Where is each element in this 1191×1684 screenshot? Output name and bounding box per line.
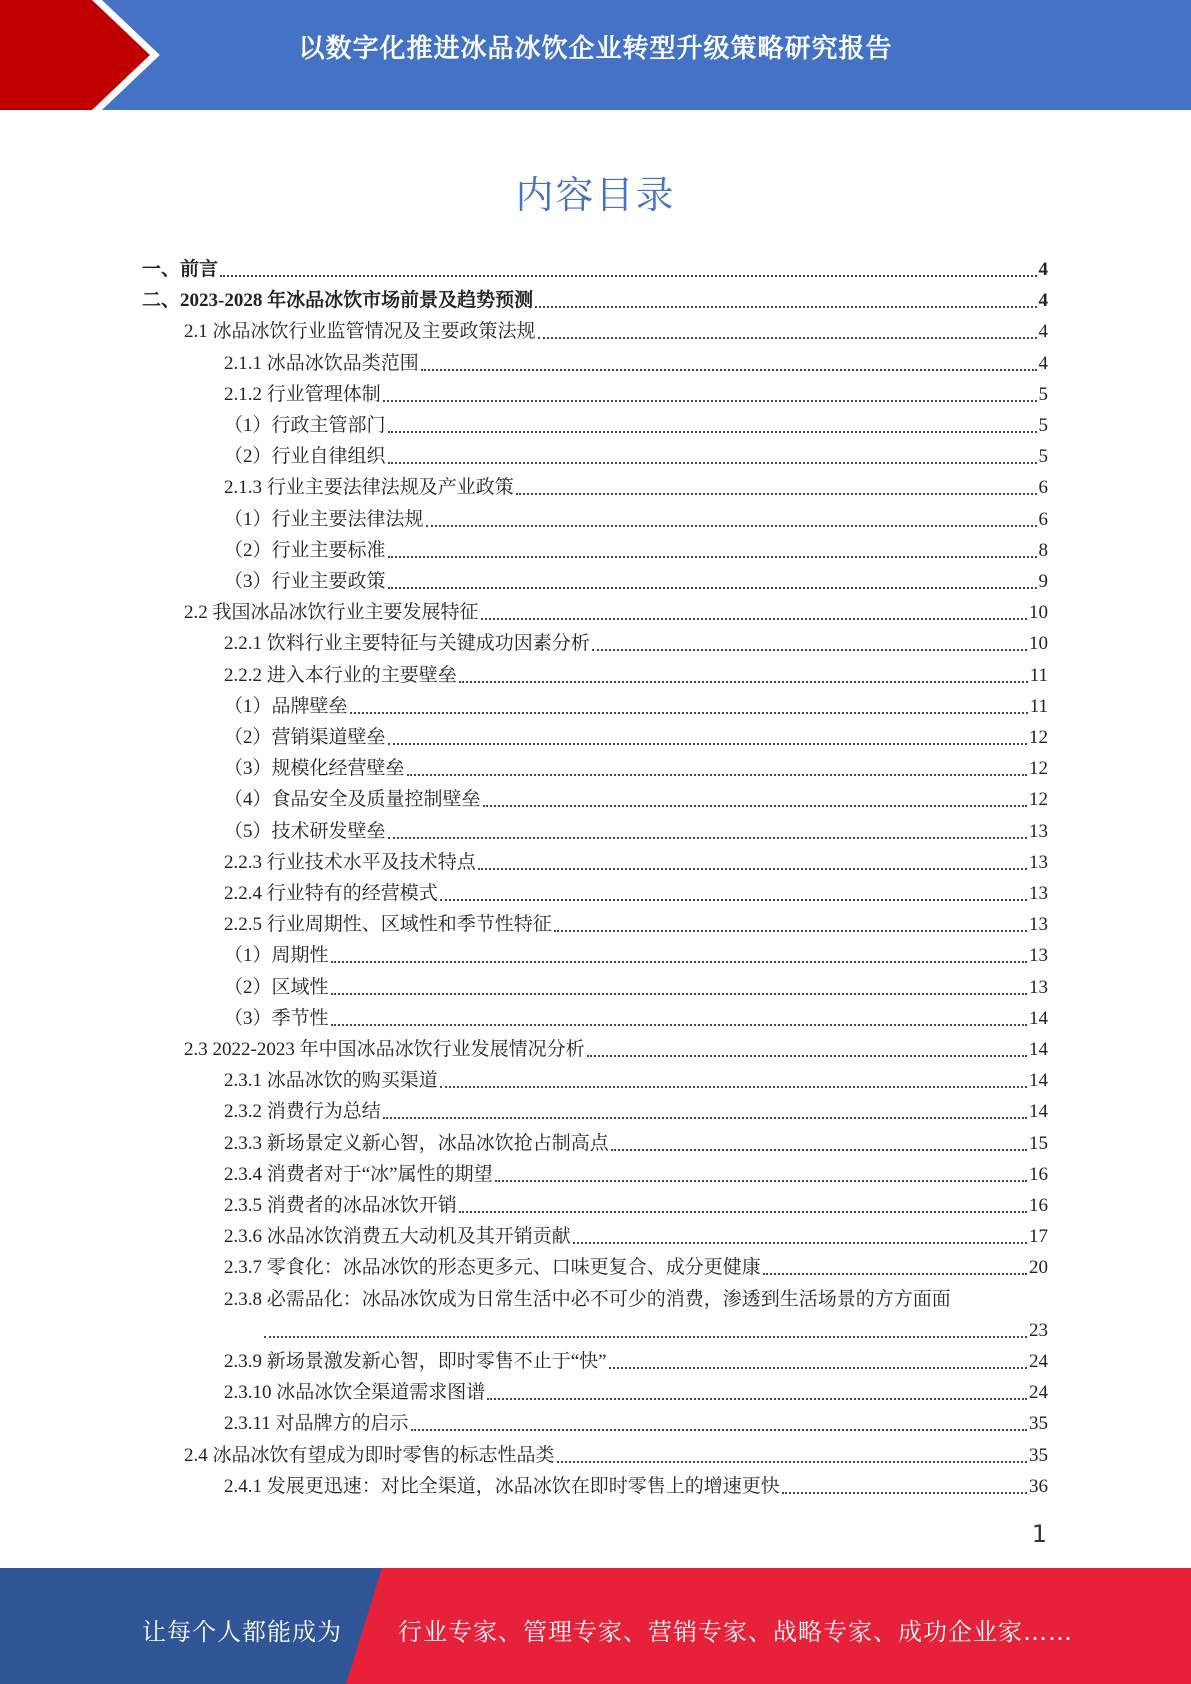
toc-entry[interactable] <box>224 346 1048 376</box>
toc-entry[interactable] <box>224 1469 1048 1499</box>
toc-leader-dots <box>538 337 1037 339</box>
toc-entry-text: （1）行政主管部门 <box>224 415 386 436</box>
toc-leader-dots <box>557 1461 1027 1463</box>
toc-entry-text: 2.3.3 新场景定义新心智，冰品冰饮抢占制高点 <box>224 1132 609 1154</box>
toc-entry[interactable] <box>224 1188 1048 1218</box>
toc-entry-page: 12 <box>1029 758 1048 780</box>
toc-leader-dots <box>388 556 1037 558</box>
toc-entry-continuation[interactable] <box>262 1313 1048 1343</box>
toc-leader-dots <box>459 1211 1027 1213</box>
toc-entry[interactable] <box>224 751 1048 781</box>
toc-entry[interactable] <box>224 1406 1048 1436</box>
toc-entry-text: 2.2 我国冰品冰饮行业主要发展特征 <box>184 602 479 624</box>
toc-entry-page: 24 <box>1029 1382 1048 1404</box>
toc-entry-page: 13 <box>1029 976 1048 998</box>
toc-entry-text: （5）技术研发壁垒 <box>224 820 386 842</box>
toc-entry-page: 11 <box>1029 695 1048 717</box>
toc-leader-dots <box>535 306 1036 308</box>
toc-entry[interactable] <box>142 252 1048 282</box>
toc-entry-page: 13 <box>1029 820 1048 842</box>
toc-leader-dots <box>611 1149 1027 1151</box>
toc-entry[interactable] <box>224 876 1048 906</box>
footer-slogan-right: 行业专家、管理专家、营销专家、战略专家、成功企业家…… <box>398 1618 1073 1646</box>
toc-entry-page: 14 <box>1029 1101 1048 1123</box>
toc-entry-page: 13 <box>1029 883 1048 904</box>
toc-entry[interactable] <box>184 1438 1048 1468</box>
toc-entry-page: 16 <box>1029 1163 1048 1185</box>
toc-leader-dots <box>483 805 1027 807</box>
toc-entry[interactable] <box>224 1126 1048 1156</box>
toc-entry-page: 16 <box>1029 1195 1048 1216</box>
toc-leader-dots <box>388 587 1037 589</box>
toc-leader-dots <box>388 743 1027 745</box>
toc-entry-text: （1）品牌壁垒 <box>224 695 348 717</box>
toc-leader-dots <box>264 1336 1027 1338</box>
toc-entry[interactable] <box>142 283 1048 313</box>
toc-entry-page: 10 <box>1029 633 1048 655</box>
toc-entry[interactable] <box>184 595 1048 625</box>
toc-entry-page: 23 <box>1029 1319 1048 1341</box>
toc-leader-dots <box>440 899 1027 901</box>
toc-entry[interactable] <box>224 1094 1048 1124</box>
toc-entry-page: 6 <box>1038 508 1048 530</box>
toc-entry-page: 5 <box>1038 446 1048 468</box>
toc-entry-text: 2.1.2 行业管理体制 <box>224 383 381 405</box>
toc-entry-page: 35 <box>1029 1444 1048 1466</box>
footer-slogan-left: 让每个人都能成为 <box>142 1618 342 1646</box>
toc-leader-dots <box>421 369 1037 371</box>
toc-entry-text: 2.1.1 冰品冰饮品类范围 <box>224 352 419 374</box>
toc-entry-text: 2.3.9 新场景激发新心智，即时零售不止于“快” <box>224 1351 607 1372</box>
toc-entry[interactable] <box>224 1001 1048 1031</box>
toc-entry-page: 4 <box>1038 321 1048 343</box>
toc-entry-text: 2.3.8 必需品化：冰品冰饮成为日常生活中必不可少的消费，渗透到生活场景的方方面面 <box>224 1288 951 1310</box>
toc-entry[interactable] <box>224 1282 1048 1312</box>
toc-entry[interactable] <box>224 907 1048 937</box>
toc-leader-dots <box>763 1273 1027 1275</box>
toc-entry-text: 2.2.1 饮料行业主要特征与关键成功因素分析 <box>224 633 590 655</box>
toc-entry-page: 9 <box>1038 571 1048 592</box>
toc-leader-dots <box>331 1024 1027 1026</box>
toc-entry[interactable] <box>224 408 1048 438</box>
toc-entry-page: 15 <box>1029 1132 1048 1154</box>
toc-entry-text: （3）行业主要政策 <box>224 571 386 592</box>
toc-entry-page: 12 <box>1029 727 1048 748</box>
toc-entry-text: 2.3.6 冰品冰饮消费五大动机及其开销贡献 <box>224 1226 571 1248</box>
toc-leader-dots <box>554 930 1027 932</box>
toc-entry[interactable] <box>224 814 1048 844</box>
toc-leader-dots <box>487 1398 1027 1400</box>
toc-entry-page: 14 <box>1029 1007 1048 1029</box>
toc-entry[interactable] <box>224 1157 1048 1187</box>
toc-entry[interactable] <box>224 689 1048 719</box>
toc-leader-dots <box>220 275 1036 277</box>
toc-entry-text: 一、前言 <box>142 259 219 280</box>
toc-entry-page: 4 <box>1038 352 1048 374</box>
toc-leader-dots <box>587 1055 1027 1057</box>
toc-leader-dots <box>782 1492 1027 1494</box>
toc-entry-text: 2.3 2022-2023 年中国冰品冰饮行业发展情况分析 <box>184 1039 585 1060</box>
toc-entry-page: 24 <box>1029 1351 1048 1372</box>
toc-entry[interactable] <box>224 470 1048 500</box>
toc-entry[interactable] <box>224 782 1048 812</box>
toc-entry[interactable] <box>224 1344 1048 1374</box>
toc-leader-dots <box>331 993 1027 995</box>
toc-leader-dots <box>478 868 1027 870</box>
toc-entry-text: 2.2.5 行业周期性、区域性和季节性特征 <box>224 914 552 936</box>
toc-entry-text: 2.1.3 行业主要法律法规及产业政策 <box>224 477 514 499</box>
toc-entry-text: 2.1 冰品冰饮行业监管情况及主要政策法规 <box>184 321 536 343</box>
toc-entry-text: （1）行业主要法律法规 <box>224 508 424 530</box>
toc-entry-text: 2.4 冰品冰饮有望成为即时零售的标志性品类 <box>184 1444 555 1466</box>
toc-entry-page: 6 <box>1038 477 1048 499</box>
toc-entry[interactable] <box>184 1032 1048 1062</box>
toc-entry-text: （2）区域性 <box>224 976 329 998</box>
toc-entry-page: 10 <box>1029 602 1048 624</box>
toc-entry-text: 2.2.4 行业特有的经营模式 <box>224 883 438 904</box>
toc-entry[interactable] <box>224 938 1048 968</box>
toc-entry[interactable] <box>224 1375 1048 1405</box>
toc-leader-dots <box>459 681 1028 683</box>
toc-entry-text: 二、2023-2028 年冰品冰饮市场前景及趋势预测 <box>142 290 534 312</box>
toc-entry-text: 2.2.2 进入本行业的主要壁垒 <box>224 664 457 686</box>
toc-entry-text: 2.4.1 发展更迅速：对比全渠道，冰品冰饮在即时零售上的增速更快 <box>224 1475 780 1497</box>
toc-entry-text: （4）食品安全及质量控制壁垒 <box>224 789 481 811</box>
page-number: 1 <box>1031 1520 1047 1548</box>
toc-entry[interactable] <box>224 1250 1048 1280</box>
toc-leader-dots <box>331 961 1027 963</box>
report-title: 以数字化推进冰品冰饮企业转型升级策略研究报告 <box>298 34 893 64</box>
toc-leader-dots <box>388 431 1037 433</box>
toc-entry-text: 2.3.4 消费者对于“冰”属性的期望 <box>224 1163 493 1185</box>
toc-entry-page: 14 <box>1029 1070 1048 1092</box>
toc-entry-page: 12 <box>1029 789 1048 811</box>
toc-entry[interactable] <box>224 970 1048 1000</box>
toc-entry[interactable] <box>224 720 1048 750</box>
toc-entry-text: （1）周期性 <box>224 945 329 967</box>
toc-entry-text: 2.2.3 行业技术水平及技术特点 <box>224 851 476 873</box>
toc-leader-dots <box>350 712 1028 714</box>
toc-leader-dots <box>573 1242 1027 1244</box>
toc-entry[interactable] <box>224 377 1048 407</box>
toc-entry-text: 2.3.10 冰品冰饮全渠道需求图谱 <box>224 1382 486 1404</box>
toc-entry-page: 35 <box>1029 1413 1048 1435</box>
toc-entry[interactable] <box>224 1063 1048 1093</box>
toc-entry-text: 2.3.2 消费行为总结 <box>224 1101 381 1123</box>
toc-leader-dots <box>426 525 1037 527</box>
toc-entry-text: （2）营销渠道壁垒 <box>224 727 386 748</box>
toc-entry-page: 36 <box>1029 1475 1048 1497</box>
toc-entry[interactable] <box>224 658 1048 688</box>
toc-entry-page: 5 <box>1038 383 1048 405</box>
toc-entry-text: 2.3.7 零食化：冰品冰饮的形态更多元、口味更复合、成分更健康 <box>224 1257 761 1279</box>
toc-entry-page: 17 <box>1029 1226 1048 1248</box>
toc-entry-text: （3）季节性 <box>224 1007 329 1029</box>
toc-entry-page: 4 <box>1038 259 1048 280</box>
toc-entry[interactable] <box>224 626 1048 656</box>
toc-entry-page: 13 <box>1029 851 1048 873</box>
toc-leader-dots <box>592 649 1027 651</box>
toc-entry[interactable] <box>224 502 1048 532</box>
toc-leader-dots <box>383 1117 1027 1119</box>
toc-entry[interactable] <box>184 314 1048 344</box>
toc-entry[interactable] <box>224 845 1048 875</box>
toc-entry-page: 20 <box>1029 1257 1048 1279</box>
toc-entry[interactable] <box>224 533 1048 563</box>
toc-leader-dots <box>411 1429 1027 1431</box>
toc-entry[interactable] <box>224 564 1048 594</box>
toc-leader-dots <box>407 774 1027 776</box>
toc-entry-page: 4 <box>1038 290 1048 312</box>
toc-leader-dots <box>495 1180 1027 1182</box>
toc-leader-dots <box>388 462 1037 464</box>
toc-entry-page: 11 <box>1029 664 1048 686</box>
toc-leader-dots <box>516 493 1037 495</box>
toc-leader-dots <box>440 1086 1027 1088</box>
toc-entry-page: 13 <box>1029 945 1048 967</box>
toc-leader-dots <box>481 618 1027 620</box>
toc-entry-text: （2）行业自律组织 <box>224 446 386 468</box>
toc-heading: 内容目录 <box>515 173 676 217</box>
toc-leader-dots <box>388 837 1027 839</box>
toc-entry-page: 13 <box>1029 914 1048 936</box>
toc-entry-text: 2.3.1 冰品冰饮的购买渠道 <box>224 1070 438 1092</box>
toc-entry-text: 2.3.5 消费者的冰品冰饮开销 <box>224 1195 457 1216</box>
toc-entry-text: （2）行业主要标准 <box>224 539 386 561</box>
toc-leader-dots <box>383 400 1037 402</box>
toc-entry[interactable] <box>224 439 1048 469</box>
toc-leader-dots <box>609 1367 1027 1369</box>
toc-entry-text: 2.3.11 对品牌方的启示 <box>224 1413 409 1435</box>
toc-entry-page: 8 <box>1038 539 1048 561</box>
toc-entry-text: （3）规模化经营壁垒 <box>224 758 405 780</box>
toc-entry[interactable] <box>224 1219 1048 1249</box>
toc-entry-page: 5 <box>1038 415 1048 436</box>
toc-entry-page: 14 <box>1029 1039 1048 1060</box>
